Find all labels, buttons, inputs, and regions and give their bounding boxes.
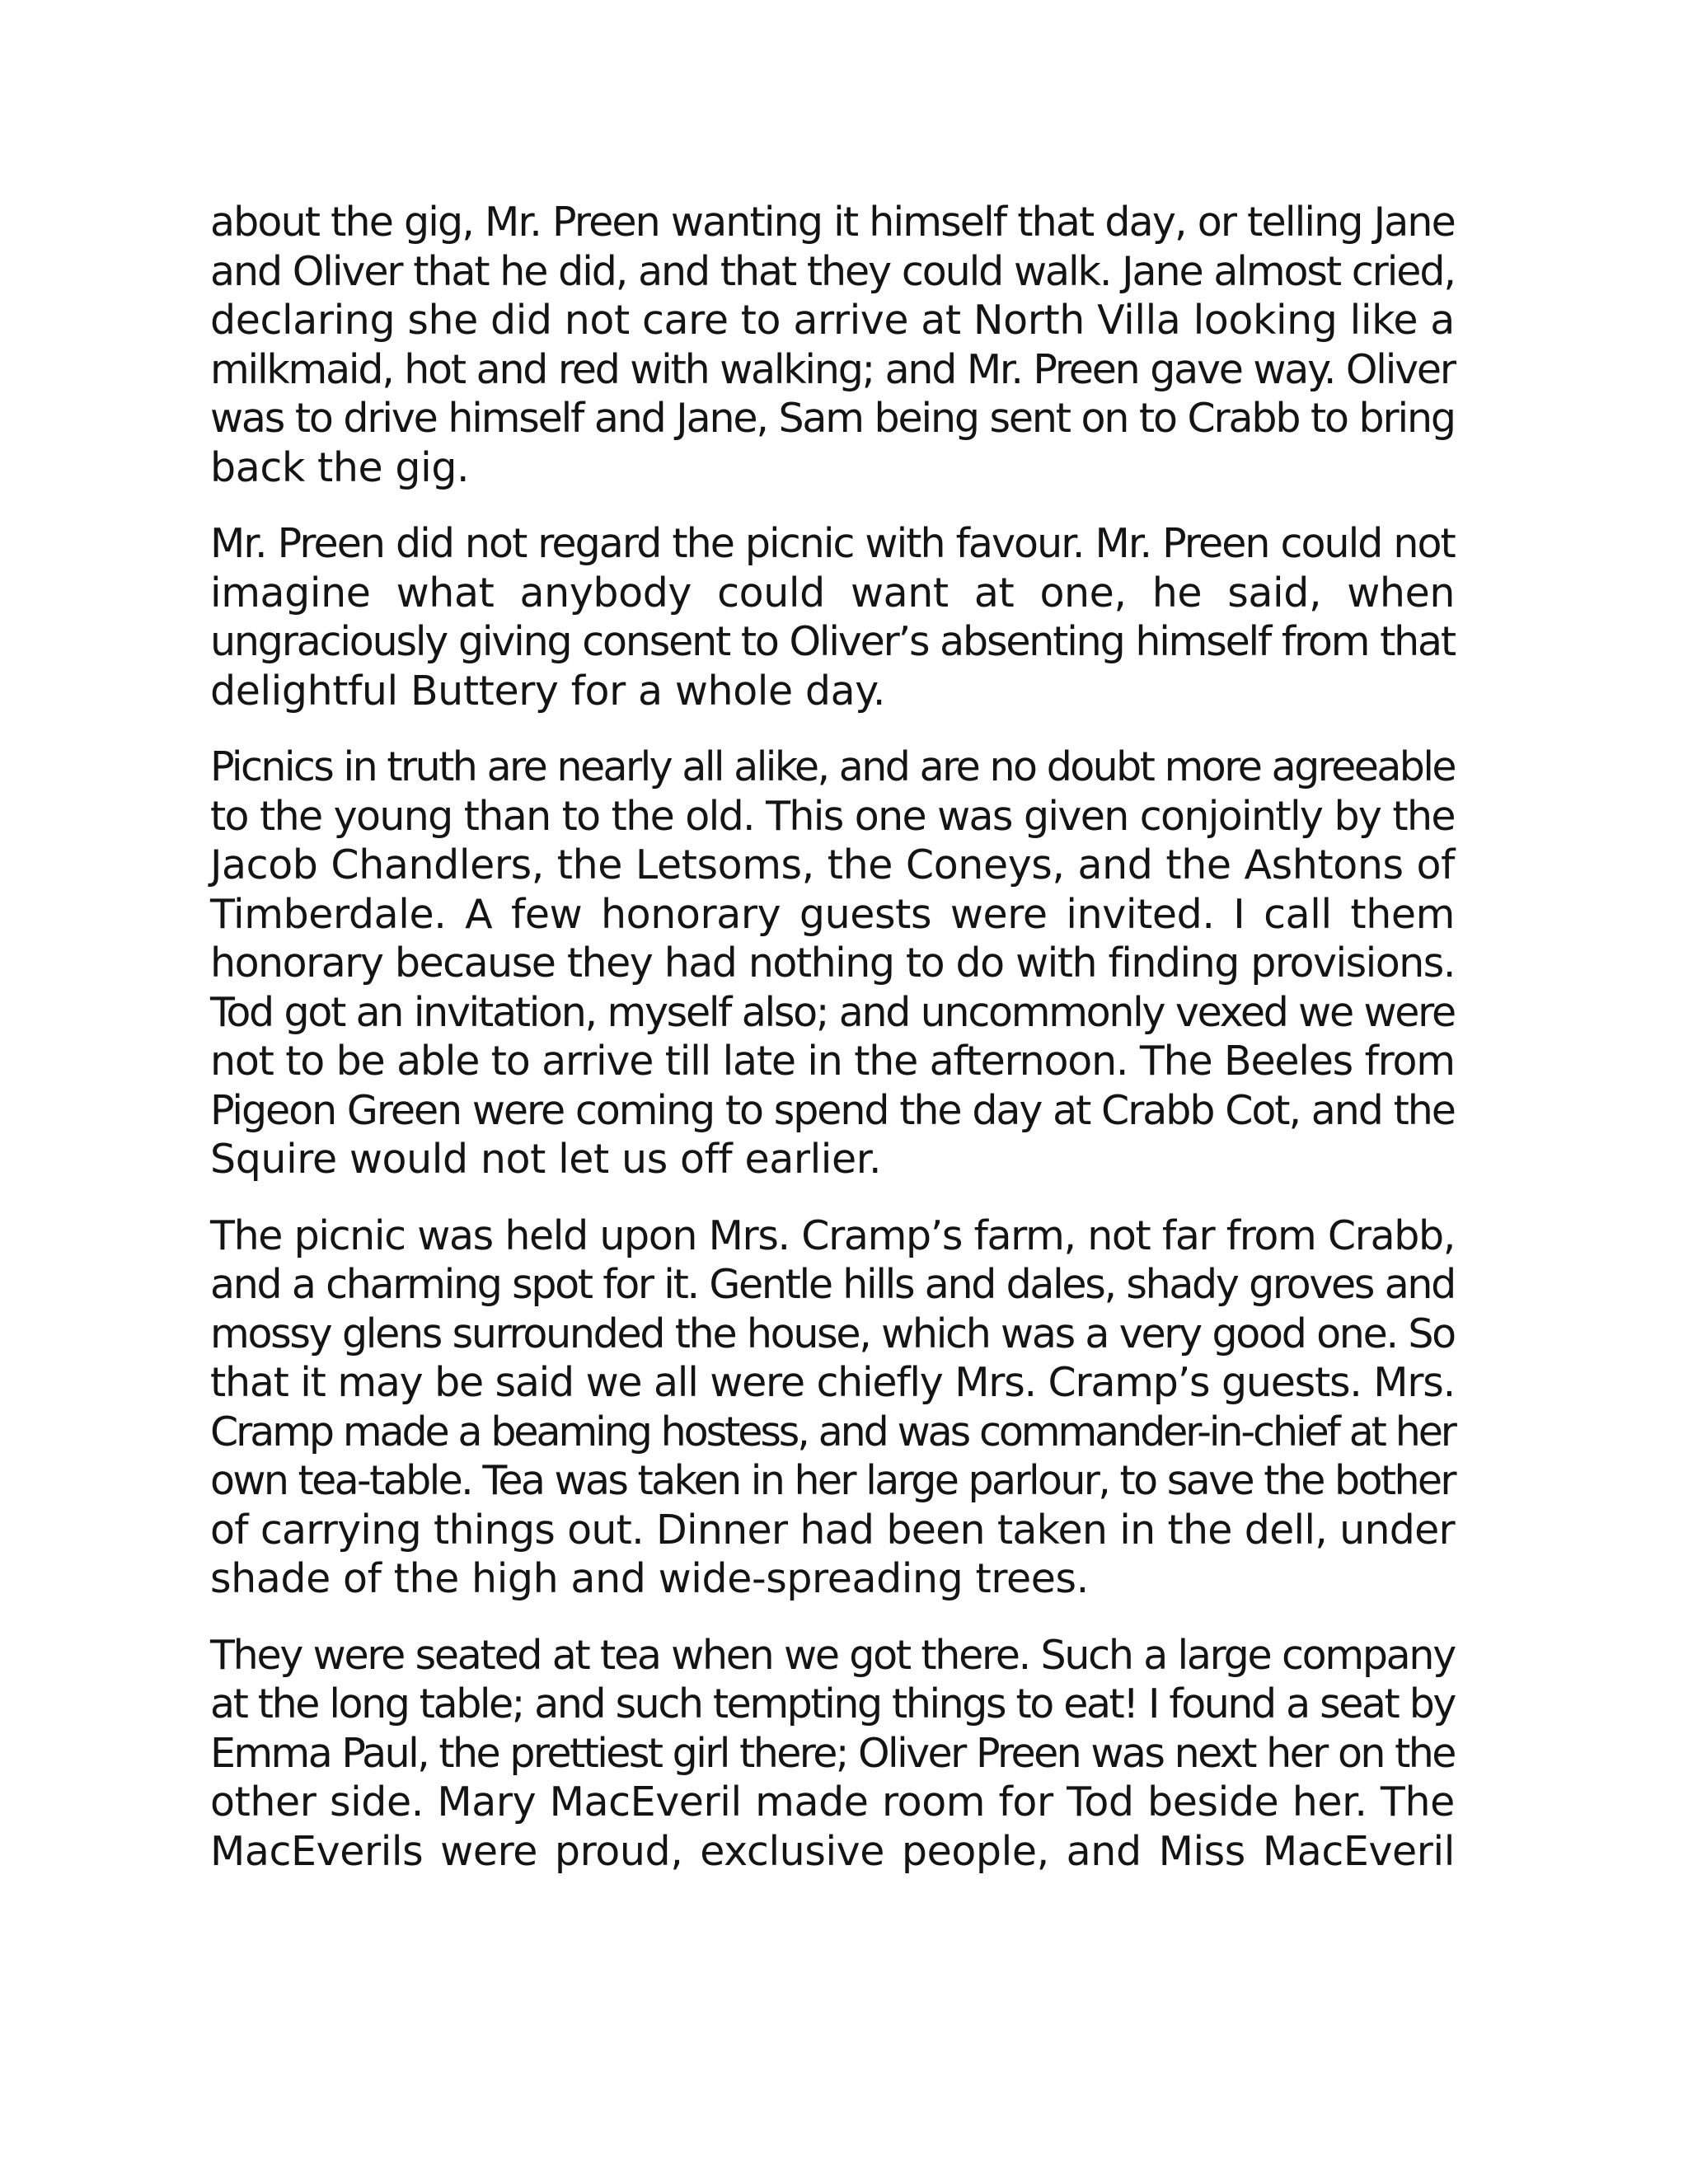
- text-line: Pigeon Green were coming to spend the day at Crabb Cot, and the: [210, 1086, 1455, 1134]
- paragraph: [210, 743, 1455, 1184]
- text-line: and Oliver that he did, and that they could walk. Jane almost cried,: [210, 247, 1455, 295]
- text-line: not to be able to arrive till late in the afternoon. The Beeles from: [210, 1038, 1455, 1085]
- text-line: MacEverils were proud, exclusive people, and Miss MacEveril: [210, 1827, 1455, 1875]
- text-line: They were seated at tea when we got there. Such a large company: [210, 1631, 1455, 1679]
- text-line: other side. Mary MacEveril made room for Tod beside her. The: [210, 1779, 1455, 1825]
- text-line: that it may be said we all were chiefly Mrs. Cramp’s guests. Mrs.: [210, 1359, 1455, 1406]
- text-line: milkmaid, hot and red with walking; and Mr. Preen gave way. Oliver: [210, 345, 1455, 393]
- text-line: ungraciously giving consent to Oliver’s absenting himself from that: [210, 618, 1455, 665]
- paragraph: [210, 1631, 1455, 1877]
- text-line: about the gig, Mr. Preen wanting it himself that day, or telling Jane: [210, 199, 1455, 246]
- text-line: of carrying things out. Dinner had been taken in the dell, under: [210, 1506, 1455, 1554]
- text-line: back the gig.: [210, 443, 470, 491]
- text-line: and a charming spot for it. Gentle hills and dales, shady groves and: [210, 1261, 1455, 1308]
- text-line: Cramp made a beaming hostess, and was commander-in-chief at her: [210, 1408, 1455, 1455]
- text-line: Timberdale. A few honorary guests were invited. I call them: [210, 890, 1455, 938]
- text-line: declaring she did not care to arrive at North Villa looking like a: [210, 297, 1455, 344]
- text-line: Jacob Chandlers, the Letsoms, the Coneys, and the Ashtons of: [210, 841, 1455, 888]
- document-page: [210, 198, 1455, 1903]
- text-line: was to drive himself and Jane, Sam being sent on to Crabb to bring: [210, 395, 1455, 442]
- paragraph: [210, 198, 1455, 492]
- paragraph: [210, 1212, 1455, 1604]
- text-line: honorary because they had nothing to do with finding provisions.: [210, 940, 1455, 987]
- text-line: mossy glens surrounded the house, which was a very good one. So: [210, 1310, 1455, 1357]
- text-line: at the long table; and such tempting things to eat! I found a seat by: [210, 1680, 1455, 1727]
- text-line: imagine what anybody could want at one, he said, when: [210, 569, 1455, 616]
- text-line: The picnic was held upon Mrs. Cramp’s farm, not far from Crabb,: [210, 1212, 1455, 1259]
- paragraph: [210, 519, 1455, 715]
- text-line: Emma Paul, the prettiest girl there; Oliver Preen was next her on the: [210, 1729, 1455, 1777]
- text-line: Picnics in truth are nearly all alike, and are no doubt more agreeable: [210, 743, 1455, 790]
- text-line: Tod got an invitation, myself also; and uncommonly vexed we were: [210, 988, 1455, 1036]
- text-line: own tea-table. Tea was taken in her large parlour, to save the bother: [210, 1457, 1455, 1504]
- text-line: Squire would not let us off earlier.: [210, 1136, 882, 1183]
- text-line: to the young than to the old. This one was given conjointly by the: [210, 792, 1455, 840]
- text-line: shade of the high and wide-spreading trees.: [210, 1555, 1089, 1602]
- text-line: delightful Buttery for a whole day.: [210, 667, 886, 715]
- text-line: Mr. Preen did not regard the picnic with favour. Mr. Preen could not: [210, 520, 1455, 567]
